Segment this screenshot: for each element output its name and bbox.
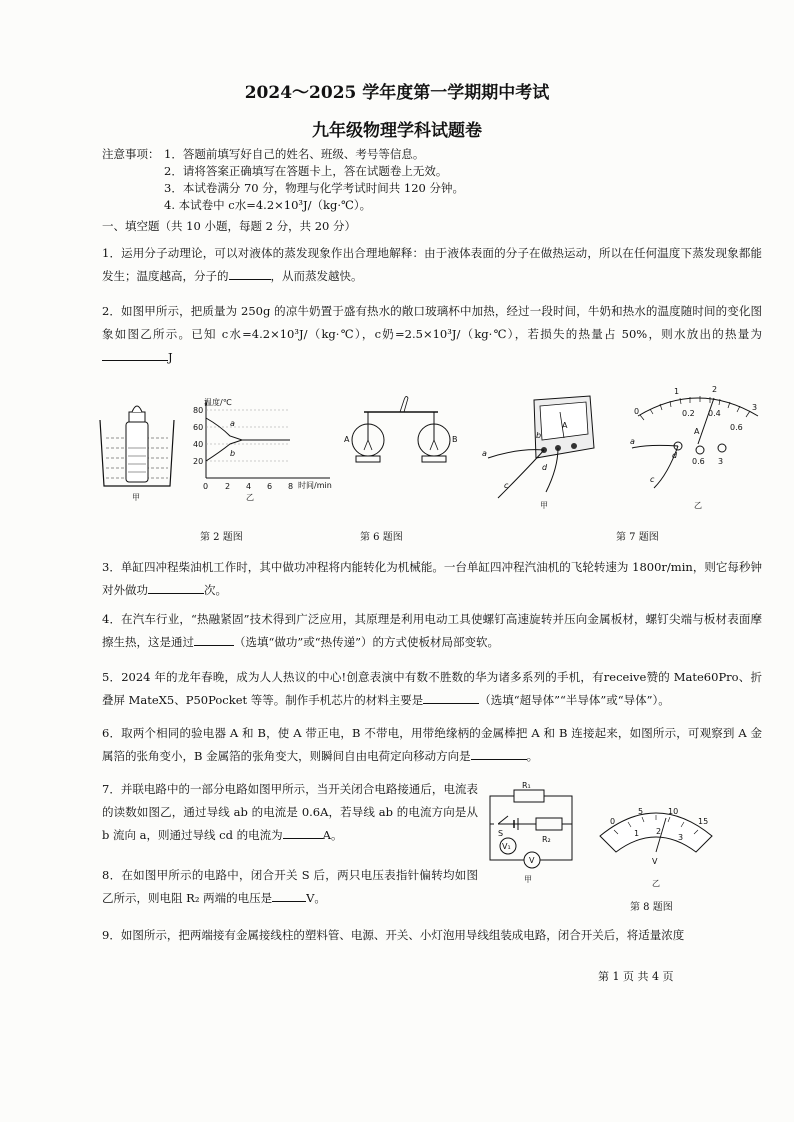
question-6 (102, 722, 762, 768)
figure-label-yi: 乙 (246, 493, 254, 502)
figure-caption: 第 8 题图 (630, 902, 673, 913)
dial-top-tick: 0 (634, 407, 640, 416)
answer-blank[interactable] (272, 887, 306, 902)
figure-2-beaker (96, 398, 178, 502)
notes-block (102, 146, 464, 214)
note-item: 2．请将答案正确填写在答题卡上，答在试题卷上无效。 (164, 164, 448, 178)
question-text: A。 (322, 828, 343, 842)
question-text: 。 (526, 749, 539, 763)
figure-label-jia: 甲 (132, 493, 140, 502)
question-text: 6．取两个相同的验电器 A 和 B，使 A 带正电，B 不带电，用带绝缘柄的金属棒把 A 和 B 连接起来，如图所示，可观察到 A 金属箔的张角变小，B 金属箔的张角变大，则瞬间自由电荷定向移动方向是 (102, 726, 762, 763)
graph-xtick: 2 (225, 482, 231, 491)
figure-6-electroscopes (342, 392, 462, 472)
notes-label: 注意事项： (102, 147, 160, 161)
dial-bottom-tick: 0.2 (682, 409, 695, 418)
voltmeter-v1-label: V₁ (502, 842, 511, 851)
question-text: ，从而蒸发越快。 (270, 269, 363, 283)
figure-caption: 第 2 题图 (200, 532, 243, 543)
dial-bottom-tick: 3 (678, 833, 684, 842)
note-item: 4. 本试卷中 c水=4.2×10³J/（kg·℃）。 (164, 198, 372, 212)
graph-ytick: 80 (193, 406, 204, 415)
question-2 (102, 300, 762, 369)
question-8 (102, 864, 478, 910)
question-text: 9．如图所示，把两端接有金属接线柱的塑料管、电源、开关、小灯泡用导线组装成电路，闭合开关后，将适量浓度 (102, 928, 685, 942)
graph-xtick: 8 (288, 482, 294, 491)
dial-top-tick: 3 (752, 403, 758, 412)
dial-top-tick: 10 (668, 807, 679, 816)
dial-bottom-tick: 0.4 (708, 409, 721, 418)
dial-top-tick: 0 (610, 817, 616, 826)
svg-text:c: c (650, 475, 655, 484)
question-text: 7．并联电路中的一部分电路如图甲所示，当开关闭合电路接通后，电流表的读数如图乙，通过导线 ab 的电流是 0.6A，若导线 ab 的电流方向是从 b 流向 a，则通过导线 cd 的电流为 (102, 782, 478, 842)
graph-xtick: 0 (203, 482, 209, 491)
question-text: （选填“超导体”“半导体”或“导体”）。 (479, 693, 670, 707)
dial-bottom-tick: 1 (634, 829, 640, 838)
page-footer: 第 1 页 共 4 页 (598, 970, 674, 983)
dial-bottom-tick: 0.6 (730, 423, 743, 432)
question-text: V。 (306, 891, 326, 905)
dial-top-tick: 15 (698, 817, 709, 826)
graph-xtick: 4 (246, 482, 252, 491)
dial-unit: A (694, 427, 700, 436)
figure-7-ammeter-dial (628, 384, 768, 512)
answer-blank[interactable] (283, 824, 323, 839)
figure-8-voltmeter-dial (594, 800, 718, 890)
question-text: 5．2024 年的龙年春晚，成为人人热议的中心!创意表演中有数不胜数的华为诸多系列的手机，有receive赞的 Mate60Pro、折叠屏 MateX5、P50Pocket 等等。制作手机芯片的材料主要是 (102, 670, 762, 707)
dial-bottom-tick: 2 (656, 827, 662, 836)
figure-caption: 第 7 题图 (616, 532, 659, 543)
question-text: 4．在汽车行业，“热融紧固”技术得到广泛应用，其原理是利用电动工具使螺钉高速旋转并压向金属板材，螺钉尖端与板材表面摩擦生热，这是通过 (102, 612, 762, 649)
electroscope-label-a: A (344, 435, 350, 444)
graph-ytick: 20 (193, 457, 204, 466)
graph-xlabel: 时间/min (298, 481, 332, 490)
curve-label-b: b (230, 449, 236, 458)
graph-xtick: 6 (267, 482, 273, 491)
question-text: 1．运用分子动理论，可以对液体的蒸发现象作出合理地解释：由于液体表面的分子在做热运动，所以在任何温度下蒸发现象都能发生；温度越高，分子的 (102, 246, 762, 283)
graph-ytick: 40 (193, 440, 204, 449)
figure-8-circuit (484, 780, 584, 890)
figure-label-jia: 甲 (540, 501, 548, 510)
resistor-label-r2: R₂ (542, 835, 551, 844)
question-text: 3．单缸四冲程柴油机工作时，其中做功冲程将内能转化为机械能。一台单缸四冲程汽油机的飞轮转速为 1800r/min，则它每秒钟对外做功 (102, 560, 762, 597)
resistor-label-r1: R₁ (522, 781, 531, 790)
note-item: 3．本试卷满分 70 分，物理与化学考试时间共 120 分钟。 (164, 181, 465, 195)
answer-blank[interactable] (194, 631, 234, 646)
svg-text:d: d (542, 463, 548, 472)
question-7 (102, 778, 478, 847)
section-heading: 一、填空题（共 10 小题，每题 2 分，共 20 分） (102, 219, 357, 233)
question-text: 8．在如图甲所示的电路中，闭合开关 S 后，两只电压表指针偏转均如图乙所示，则电阻 R₂ 两端的电压是 (102, 868, 478, 905)
figure-caption: 第 6 题图 (360, 532, 403, 543)
exam-subtitle: 九年级物理学科试题卷 (312, 121, 482, 141)
question-9 (102, 924, 762, 947)
question-text: 2．如图甲所示，把质量为 250g 的凉牛奶置于盛有热水的敞口玻璃杯中加热，经过一段时间，牛奶和热水的温度随时间的变化图象如图乙所示。已知 c水=4.2×10³J/（kg·℃），c奶=2.5×10³J/（kg·℃），若损失的热量占 50%，则水放出的热量为 (102, 304, 762, 341)
dial-top-tick: 1 (674, 387, 680, 396)
question-text: J (168, 350, 173, 364)
answer-blank[interactable] (471, 745, 527, 760)
dial-top-tick: 5 (638, 807, 644, 816)
svg-text:c: c (504, 481, 509, 490)
graph-ylabel: 温度/℃ (204, 398, 232, 407)
svg-text:a: a (630, 437, 635, 446)
question-3 (102, 556, 762, 602)
curve-label-a: a (230, 419, 235, 428)
question-1 (102, 242, 762, 288)
answer-blank[interactable] (148, 579, 204, 594)
question-text: 次。 (204, 583, 227, 597)
svg-text:d: d (672, 451, 678, 460)
figure-2-graph (190, 396, 340, 504)
answer-blank[interactable] (423, 689, 479, 704)
electroscope-label-b: B (452, 435, 458, 444)
svg-text:b: b (536, 431, 542, 440)
answer-blank[interactable] (102, 346, 168, 361)
figure-label-yi: 乙 (694, 501, 702, 510)
switch-label: S (498, 829, 504, 838)
graph-ytick: 60 (193, 423, 204, 432)
figure-label-yi: 乙 (652, 879, 660, 888)
question-4 (102, 608, 762, 654)
exam-title: 2024～2025 学年度第一学期期中考试 (244, 83, 550, 103)
answer-blank[interactable] (229, 265, 271, 280)
note-item: 1．答题前填写好自己的姓名、班级、考号等信息。 (164, 147, 425, 161)
meter-label-a: A (562, 421, 568, 430)
figure-7-ammeter-photo (478, 388, 608, 512)
svg-text:a: a (482, 449, 487, 458)
question-text: （选填“做功”或“热传递”）的方式使板材局部变软。 (234, 635, 500, 649)
question-5 (102, 666, 762, 712)
dial-top-tick: 2 (712, 385, 718, 394)
dial-terminal: 3 (718, 457, 724, 466)
dial-unit: V (652, 857, 658, 866)
dial-terminal: 0.6 (692, 457, 705, 466)
voltmeter-v-label: V (529, 856, 535, 865)
figure-label-jia: 甲 (524, 875, 532, 884)
